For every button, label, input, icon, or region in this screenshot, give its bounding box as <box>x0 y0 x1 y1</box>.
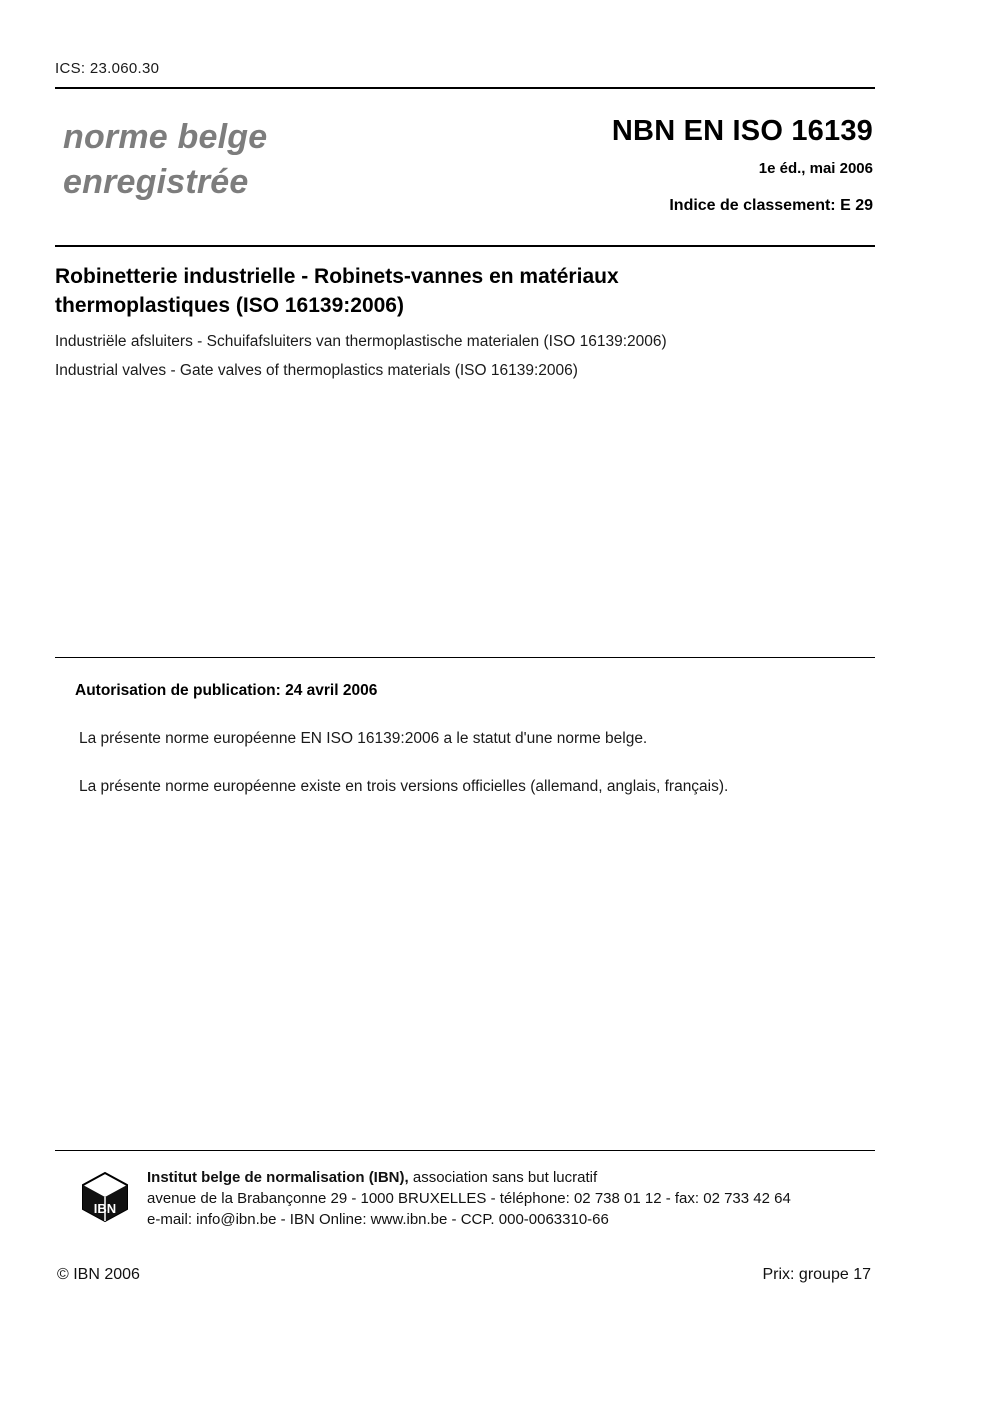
footer-org-suffix: association sans but lucratif <box>408 1168 598 1186</box>
ics-code: ICS: 23.060.30 <box>55 60 160 77</box>
brand-title <box>55 115 267 205</box>
classification-index: Indice de classement: E 29 <box>669 197 873 214</box>
brand-line-1: norme belge <box>63 118 268 156</box>
footer-org-line <box>147 1167 791 1188</box>
ibn-logo-icon <box>77 1171 133 1223</box>
price-group: Prix: groupe 17 <box>762 1266 871 1284</box>
header-block <box>55 89 875 245</box>
footer-contact: e-mail: info@ibn.be - IBN Online: www.ibn.be - CCP. 000-0063310-66 <box>147 1211 609 1229</box>
authorization-block <box>55 658 875 796</box>
authorization-title: Autorisation de publication: 24 avril 2006 <box>75 681 378 699</box>
lower-spacer <box>55 796 875 1146</box>
edition-info: 1e éd., mai 2006 <box>758 160 873 177</box>
footer-org-name: Institut belge de normalisation (IBN), <box>147 1168 409 1186</box>
title-french: Robinetterie industrielle - Robinets-vannes en matériaux thermoplastiques (ISO 16139:2006) <box>55 265 619 317</box>
footer-block <box>55 1151 875 1231</box>
status-paragraph: La présente norme européenne EN ISO 16139:2006 a le statut d'une norme belge. <box>79 729 648 747</box>
svg-text:IBN: IBN <box>93 1200 117 1216</box>
footer-text <box>147 1167 791 1231</box>
title-dutch: Industriële afsluiters - Schuifafsluiters van thermoplastische materialen (ISO 16139:2006) <box>55 333 667 351</box>
reference-block <box>612 115 875 215</box>
content-spacer <box>55 389 875 657</box>
titles-block <box>55 247 875 389</box>
standard-number: NBN EN ISO 16139 <box>611 115 873 147</box>
brand-line-2: enregistrée <box>63 162 249 201</box>
copyright-notice: © IBN 2006 <box>57 1266 140 1284</box>
bottom-bar <box>55 1230 875 1284</box>
title-english: Industrial valves - Gate valves of thermoplastics materials (ISO 16139:2006) <box>55 362 578 380</box>
footer-address: avenue de la Brabançonne 29 - 1000 BRUXELLES - téléphone: 02 738 01 12 - fax: 02 733 42 64 <box>147 1189 791 1207</box>
versions-paragraph: La présente norme européenne existe en trois versions officielles (allemand, anglais, français). <box>79 777 729 795</box>
page-content <box>55 60 875 1284</box>
